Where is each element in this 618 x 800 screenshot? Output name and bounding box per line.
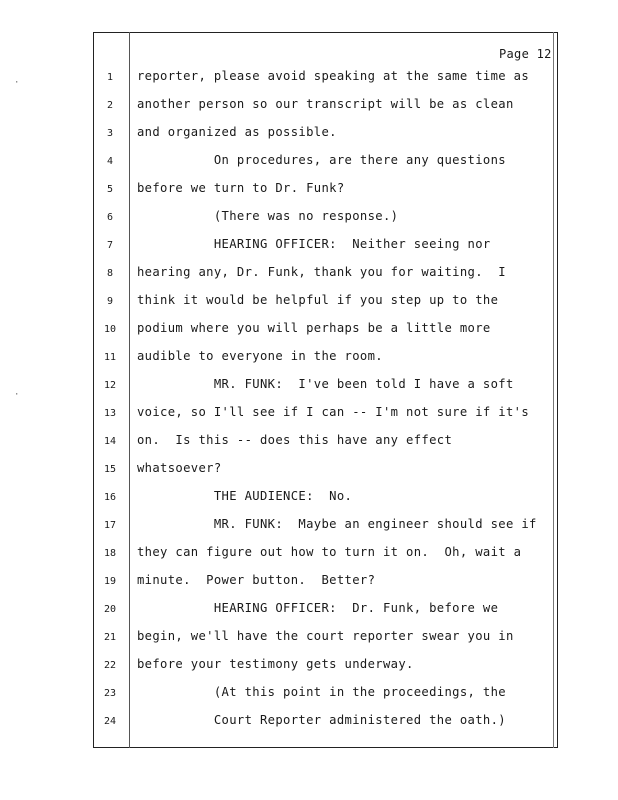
line-text: think it would be helpful if you step up to the: [137, 293, 499, 307]
line-number: 20: [103, 604, 117, 615]
line-text: MR. FUNK: Maybe an engineer should see if: [137, 517, 537, 531]
line-text: On procedures, are there any questions: [137, 153, 506, 167]
line-text: MR. FUNK: I've been told I have a soft: [137, 377, 514, 391]
transcript-line: [0, 433, 618, 453]
line-number: 23: [103, 688, 117, 699]
line-text: voice, so I'll see if I can -- I'm not sure if it's: [137, 405, 530, 419]
transcript-line: [0, 153, 618, 173]
line-text: hearing any, Dr. Funk, thank you for waiting. I: [137, 265, 506, 279]
transcript-line: [0, 601, 618, 621]
line-text: and organized as possible.: [137, 125, 337, 139]
transcript-line: [0, 321, 618, 341]
transcript-line: [0, 461, 618, 481]
line-text: begin, we'll have the court reporter swear you in: [137, 629, 514, 643]
transcript-line: [0, 237, 618, 257]
line-text: Court Reporter administered the oath.): [137, 713, 506, 727]
line-text: whatsoever?: [137, 461, 222, 475]
transcript-line: [0, 125, 618, 145]
line-number: 14: [103, 436, 117, 447]
transcript-line: [0, 573, 618, 593]
line-number: 1: [106, 72, 114, 83]
line-text: THE AUDIENCE: No.: [137, 489, 353, 503]
line-number: 7: [106, 240, 114, 251]
line-number: 24: [103, 716, 117, 727]
line-text: podium where you will perhaps be a little more: [137, 321, 491, 335]
line-number: 22: [103, 660, 117, 671]
line-text: they can figure out how to turn it on. Oh, wait a: [137, 545, 522, 559]
transcript-line: [0, 629, 618, 649]
transcript-line: [0, 405, 618, 425]
transcript-line: [0, 69, 618, 89]
line-text: HEARING OFFICER: Dr. Funk, before we: [137, 601, 499, 615]
transcript-line: [0, 265, 618, 285]
transcript-line: [0, 517, 618, 537]
transcript-line: [0, 209, 618, 229]
line-number: 10: [103, 324, 117, 335]
line-number: 11: [103, 352, 117, 363]
transcript-line: [0, 685, 618, 705]
line-number: 4: [106, 156, 114, 167]
line-text: before your testimony gets underway.: [137, 657, 414, 671]
line-number: 12: [103, 380, 117, 391]
scan-mark: ·: [14, 78, 20, 88]
line-text: HEARING OFFICER: Neither seeing nor: [137, 237, 491, 251]
line-text: reporter, please avoid speaking at the same time as: [137, 69, 530, 83]
transcript-line: [0, 97, 618, 117]
scan-mark: ·: [14, 390, 20, 400]
transcript-line: [0, 181, 618, 201]
transcript-line: [0, 657, 618, 677]
line-number: 3: [106, 128, 114, 139]
line-text: before we turn to Dr. Funk?: [137, 181, 345, 195]
line-number: 16: [103, 492, 117, 503]
line-number: 18: [103, 548, 117, 559]
line-number: 9: [106, 296, 114, 307]
line-text: on. Is this -- does this have any effect: [137, 433, 453, 447]
line-number: 5: [106, 184, 114, 195]
line-number: 21: [103, 632, 117, 643]
line-number: 17: [103, 520, 117, 531]
line-number: 19: [103, 576, 117, 587]
transcript-line: [0, 377, 618, 397]
transcript-line: [0, 349, 618, 369]
line-number: 15: [103, 464, 117, 475]
transcript-line: [0, 489, 618, 509]
line-number: 13: [103, 408, 117, 419]
line-number: 2: [106, 100, 114, 111]
transcript-line: [0, 545, 618, 565]
line-number: 8: [106, 268, 114, 279]
line-text: (At this point in the proceedings, the: [137, 685, 506, 699]
transcript-line: [0, 293, 618, 313]
line-text: minute. Power button. Better?: [137, 573, 376, 587]
transcript-line: [0, 713, 618, 733]
line-number: 6: [106, 212, 114, 223]
line-text: another person so our transcript will be as clean: [137, 97, 514, 111]
line-text: (There was no response.): [137, 209, 399, 223]
line-text: audible to everyone in the room.: [137, 349, 383, 363]
page-number: Page 12: [499, 47, 552, 61]
